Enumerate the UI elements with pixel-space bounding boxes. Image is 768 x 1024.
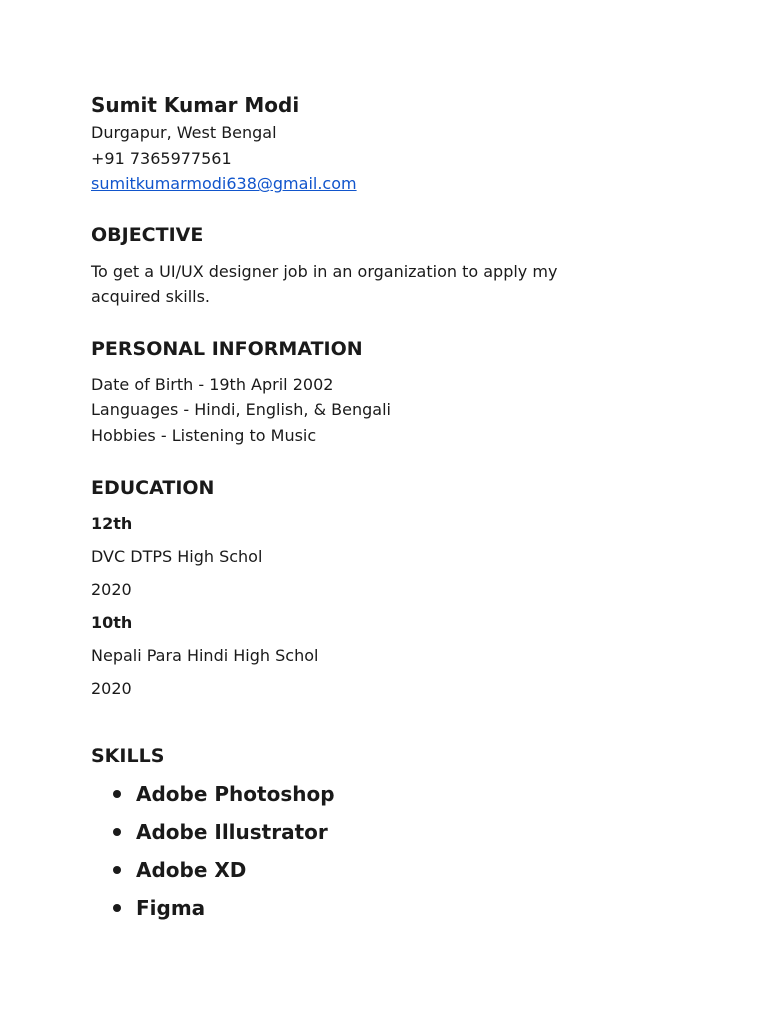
objective-line-1: To get a UI/UX designer job in an organization to apply my	[91, 262, 558, 281]
candidate-name: Sumit Kumar Modi	[91, 93, 300, 117]
skill-label: Adobe Illustrator	[136, 820, 328, 844]
education-heading: EDUCATION	[91, 477, 215, 499]
bullet-icon	[113, 866, 121, 874]
hobbies-text: Hobbies - Listening to Music	[91, 426, 317, 445]
skill-item	[113, 896, 205, 920]
skill-item	[113, 820, 328, 844]
skill-item	[113, 858, 246, 882]
education-level: 12th	[91, 514, 133, 533]
objective-line-2: acquired skills.	[91, 287, 211, 306]
email-link-wrapper	[91, 174, 357, 194]
education-year: 2020	[91, 679, 132, 698]
education-school: DVC DTPS High Schol	[91, 547, 263, 566]
objective-heading: OBJECTIVE	[91, 224, 204, 246]
personal-info-heading: PERSONAL INFORMATION	[91, 338, 363, 360]
education-school: Nepali Para Hindi High Schol	[91, 646, 319, 665]
skill-item	[113, 782, 335, 806]
phone-text: +91 7365977561	[91, 149, 232, 168]
skill-label: Adobe XD	[136, 858, 247, 882]
dob-text: Date of Birth - 19th April 2002	[91, 375, 334, 394]
bullet-icon	[113, 828, 121, 836]
skill-label: Adobe Photoshop	[136, 782, 335, 806]
location-text: Durgapur, West Bengal	[91, 123, 277, 142]
skills-heading: SKILLS	[91, 745, 165, 767]
education-year: 2020	[91, 580, 132, 599]
email-link[interactable]: sumitkumarmodi638@gmail.com	[91, 174, 357, 193]
bullet-icon	[113, 904, 121, 912]
education-level: 10th	[91, 613, 133, 632]
bullet-icon	[113, 790, 121, 798]
skill-label: Figma	[136, 896, 206, 920]
languages-text: Languages - Hindi, English, & Bengali	[91, 400, 391, 419]
